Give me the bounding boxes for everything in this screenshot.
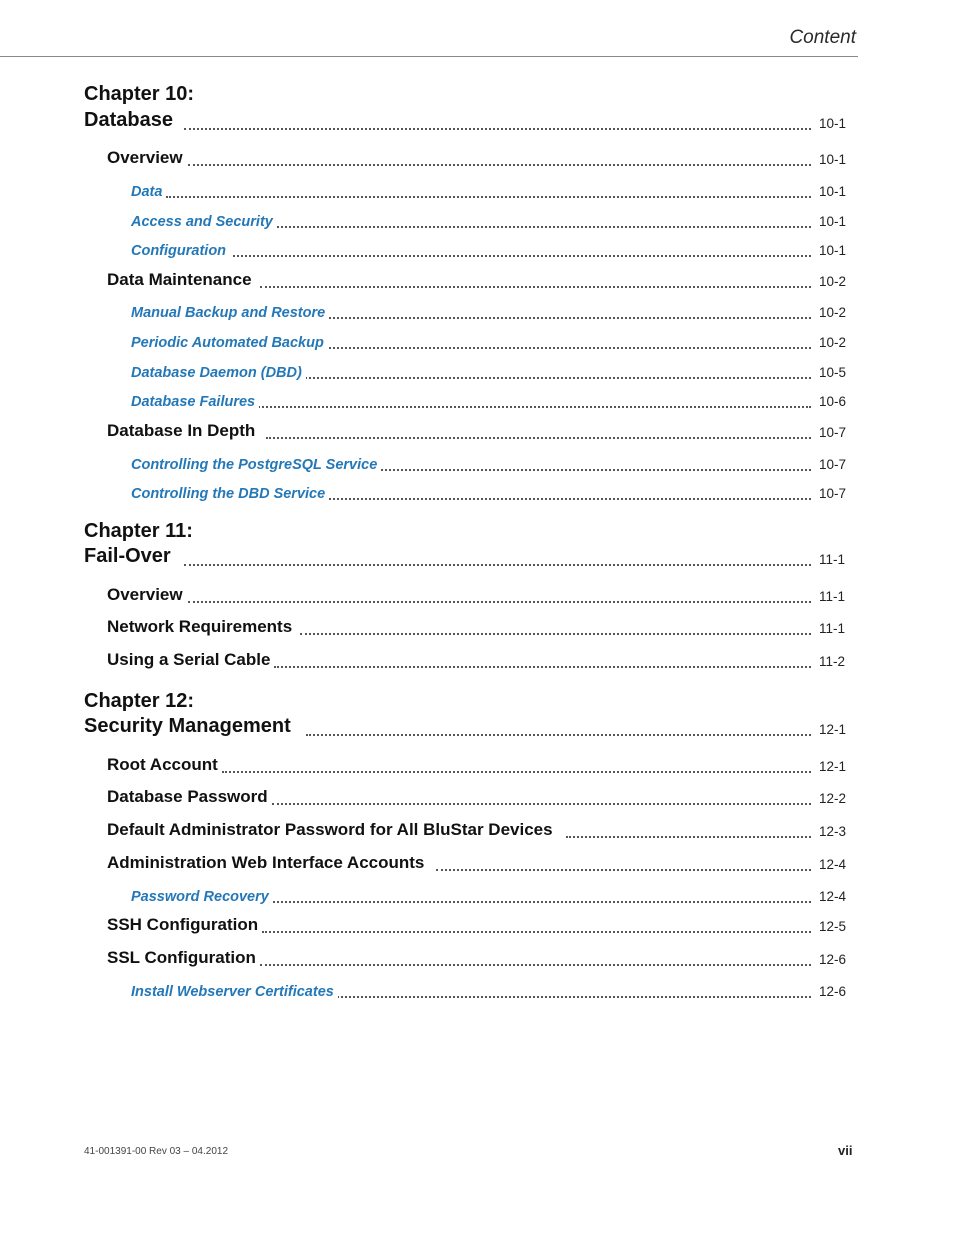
leader-dots — [184, 563, 811, 566]
toc-link-data[interactable] — [0, 178, 954, 200]
toc-link-controlling-postgresql[interactable] — [0, 451, 954, 473]
page-ref: 10-2 — [819, 274, 847, 289]
leader-dots — [228, 254, 811, 257]
entry-label: Password Recovery — [131, 889, 273, 905]
page-ref: 11-1 — [819, 589, 846, 604]
page-ref: 11-1 — [819, 621, 846, 636]
entry-label: Database Failures — [131, 394, 259, 410]
page-ref: 10-2 — [819, 335, 847, 350]
leader-dots — [262, 930, 811, 933]
page-ref: 10-1 — [819, 152, 847, 167]
leader-dots — [184, 127, 811, 130]
entry-label: Install Webserver Certificates — [131, 984, 338, 1000]
entry-label: Database Daemon (DBD) — [131, 365, 306, 381]
page-ref: 12-6 — [819, 984, 847, 999]
page-ref: 12-6 — [819, 952, 847, 967]
toc-link-periodic-automated-backup[interactable] — [0, 329, 954, 351]
chapter-title: Fail-Over — [84, 545, 175, 568]
page-ref: 11-1 — [819, 552, 846, 567]
leader-dots — [320, 346, 811, 349]
leader-dots — [166, 195, 811, 198]
toc-entry-using-serial-cable[interactable] — [0, 648, 954, 670]
entry-label: Network Requirements — [107, 617, 296, 637]
leader-dots — [300, 632, 811, 635]
toc-chapter-10[interactable] — [0, 110, 954, 132]
page-ref: 10-2 — [819, 305, 847, 320]
page-ref: 10-5 — [819, 365, 847, 380]
page-ref: 10-7 — [819, 457, 847, 472]
page-ref: 12-4 — [819, 857, 847, 872]
page-ref: 10-1 — [819, 116, 847, 131]
running-header-title: Content — [789, 27, 856, 48]
footer-page-number: vii — [838, 1143, 853, 1158]
entry-label: Configuration — [131, 243, 230, 259]
page-ref: 10-6 — [819, 394, 847, 409]
chapter-title: Security Management — [84, 715, 295, 738]
page-ref: 11-2 — [819, 654, 846, 669]
toc-entry-admin-web-interface-accounts[interactable] — [0, 851, 954, 873]
leader-dots — [262, 900, 811, 903]
entry-label: Using a Serial Cable — [107, 650, 274, 670]
entry-label: Controlling the PostgreSQL Service — [131, 457, 381, 473]
leader-dots — [366, 468, 811, 471]
leader-dots — [330, 995, 811, 998]
toc-link-database-daemon[interactable] — [0, 359, 954, 381]
toc-link-controlling-dbd[interactable] — [0, 480, 954, 502]
chapter-title: Database — [84, 109, 177, 132]
toc-entry-database-in-depth[interactable] — [0, 419, 954, 441]
toc-link-configuration[interactable] — [0, 237, 954, 259]
leader-dots — [274, 665, 811, 668]
toc-entry-ssl-configuration[interactable] — [0, 946, 954, 968]
page-ref: 12-4 — [819, 889, 847, 904]
page-ref: 12-1 — [819, 759, 847, 774]
chapter-10-label: Chapter 10: — [84, 83, 195, 105]
leader-dots — [188, 600, 811, 603]
toc-chapter-11[interactable] — [0, 546, 954, 568]
entry-label: Default Administrator Password for All BluStar Devices — [107, 820, 557, 840]
toc-entry-overview[interactable] — [0, 583, 954, 605]
toc-link-password-recovery[interactable] — [0, 883, 954, 905]
toc-entry-network-requirements[interactable] — [0, 615, 954, 637]
toc-link-manual-backup-and-restore[interactable] — [0, 299, 954, 321]
entry-label: Periodic Automated Backup — [131, 335, 328, 351]
toc-entry-ssh-configuration[interactable] — [0, 913, 954, 935]
leader-dots — [260, 285, 811, 288]
toc-entry-default-admin-password[interactable] — [0, 818, 954, 840]
page-ref: 10-7 — [819, 425, 847, 440]
toc-chapter-12[interactable] — [0, 716, 954, 738]
footer-document-id: 41-001391-00 Rev 03 – 04.2012 — [84, 1146, 229, 1157]
page-ref: 10-1 — [819, 243, 847, 258]
page-ref: 10-1 — [819, 214, 847, 229]
entry-label: Access and Security — [131, 214, 277, 230]
entry-label: Manual Backup and Restore — [131, 305, 329, 321]
leader-dots — [188, 163, 811, 166]
toc-entry-database-password[interactable] — [0, 785, 954, 807]
toc-entry-root-account[interactable] — [0, 753, 954, 775]
entry-label: Data — [131, 184, 166, 200]
toc-entry-data-maintenance[interactable] — [0, 268, 954, 290]
toc-link-install-webserver-certificates[interactable] — [0, 978, 954, 1000]
leader-dots — [301, 376, 811, 379]
toc-entry-overview[interactable] — [0, 146, 954, 168]
page-ref: 10-1 — [819, 184, 847, 199]
entry-label: SSL Configuration — [107, 948, 260, 968]
leader-dots — [255, 405, 811, 408]
entry-label: Data Maintenance — [107, 270, 256, 290]
toc-link-access-and-security[interactable] — [0, 208, 954, 230]
entry-label: Administration Web Interface Accounts — [107, 853, 428, 873]
chapter-12-label: Chapter 12: — [84, 690, 195, 712]
entry-label: Controlling the DBD Service — [131, 486, 329, 502]
page-ref: 12-2 — [819, 791, 847, 806]
leader-dots — [262, 225, 811, 228]
leader-dots — [272, 802, 811, 805]
entry-label: Root Account — [107, 755, 222, 775]
leader-dots — [260, 963, 811, 966]
leader-dots — [306, 733, 811, 736]
page-ref: 10-7 — [819, 486, 847, 501]
leader-dots — [320, 316, 811, 319]
entry-label: Database Password — [107, 787, 272, 807]
toc-link-database-failures[interactable] — [0, 388, 954, 410]
entry-label: Database In Depth — [107, 421, 259, 441]
leader-dots — [320, 497, 811, 500]
leader-dots — [566, 835, 811, 838]
entry-label: SSH Configuration — [107, 915, 262, 935]
leader-dots — [436, 868, 811, 871]
leader-dots — [222, 770, 811, 773]
page-ref: 12-3 — [819, 824, 847, 839]
page-ref: 12-5 — [819, 919, 847, 934]
chapter-11-label: Chapter 11: — [84, 520, 193, 542]
entry-label: Overview — [107, 148, 187, 168]
page-ref: 12-1 — [819, 722, 847, 737]
leader-dots — [266, 436, 811, 439]
entry-label: Overview — [107, 585, 187, 605]
